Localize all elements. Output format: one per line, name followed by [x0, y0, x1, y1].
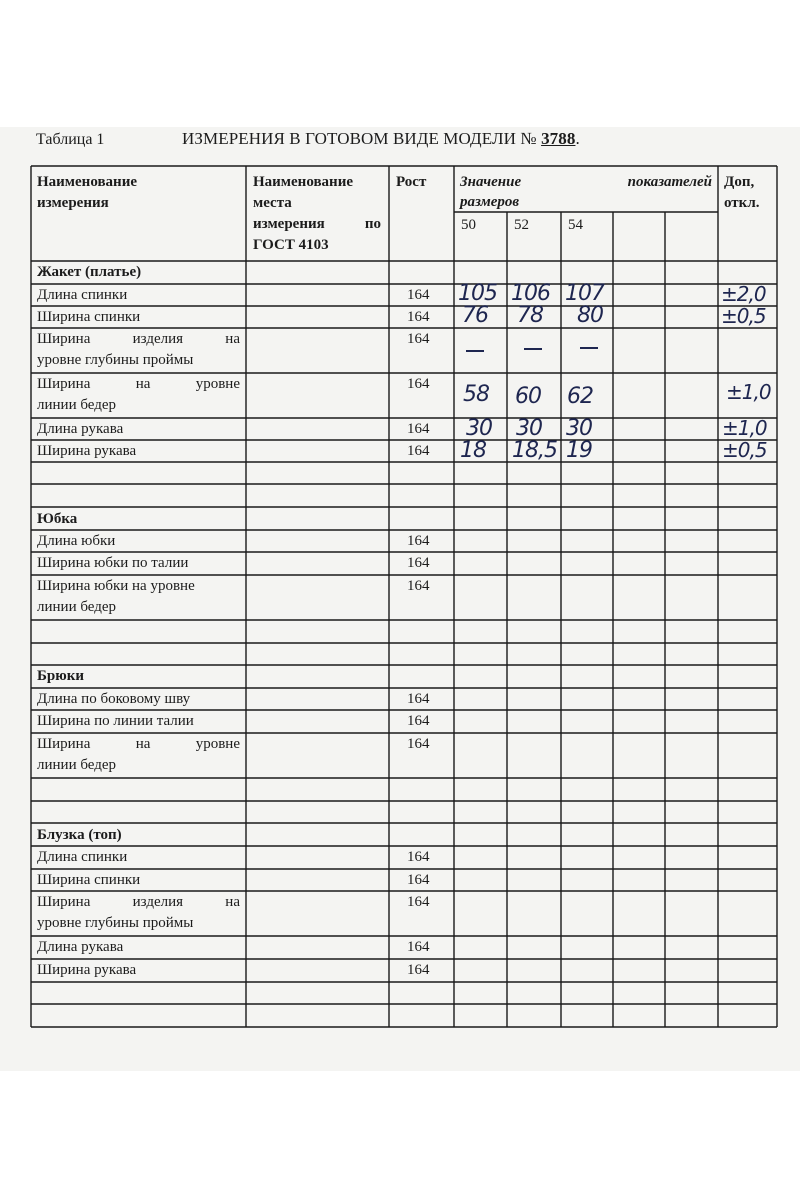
row-label: Ширина юбки по талии: [37, 555, 189, 571]
row-label-line2: линии бедер: [37, 397, 117, 413]
handwritten-value: 30: [516, 416, 542, 441]
document-title: [182, 129, 580, 149]
row-label-line1: Ширина на уровне: [37, 376, 240, 392]
row-height: 164: [407, 443, 430, 459]
handwritten-value: 60: [515, 384, 541, 409]
handwritten-value: 105: [458, 281, 497, 306]
header-measure-name-line2: измерения: [37, 195, 109, 211]
handwritten-value: 58: [463, 382, 489, 407]
row-label: Ширина рукава: [37, 962, 137, 978]
row-label: Длина по боковому шву: [37, 691, 191, 707]
row-label: [37, 734, 240, 776]
header-place-name: [253, 172, 381, 256]
handwritten-tolerance: ±2,0: [721, 282, 766, 306]
row-label: Длина спинки: [37, 849, 128, 865]
row-label-line1: Ширина изделия на: [37, 894, 240, 910]
row-height: 164: [407, 872, 430, 888]
row-height: 164: [407, 533, 430, 549]
row-height: 164: [407, 691, 430, 707]
row-label: Длина рукава: [37, 939, 124, 955]
row-height: 164: [407, 287, 430, 303]
header-tolerance-line1: Доп,: [724, 174, 755, 190]
header-place-line4: ГОСТ 4103: [253, 237, 329, 253]
section-title-trousers: Брюки: [37, 668, 85, 684]
row-label-line2: уровне глубины проймы: [37, 915, 194, 931]
row-label: Длина спинки: [37, 287, 128, 303]
handwritten-value: 106: [511, 281, 550, 306]
header-measure-name-line1: Наименование: [37, 174, 137, 190]
handwritten-value: 78: [517, 303, 543, 328]
handwritten-value: 18: [460, 438, 486, 463]
size-50: 50: [461, 217, 476, 233]
row-height: 164: [407, 376, 430, 392]
row-height: 164: [407, 894, 430, 910]
handwritten-value: 76: [462, 303, 488, 328]
handwritten-dash: [466, 350, 484, 352]
handwritten-dash: [580, 347, 598, 349]
header-values-b: показателей: [627, 174, 712, 190]
row-label: [37, 374, 240, 416]
row-label: [37, 576, 240, 618]
row-height: 164: [407, 849, 430, 865]
row-label: Длина рукава: [37, 421, 124, 437]
header-measure-name: [37, 172, 242, 214]
handwritten-value: 107: [565, 281, 604, 306]
title-period: .: [575, 129, 580, 148]
row-label-line1: Ширина юбки на уровне: [37, 578, 195, 594]
title-text: ИЗМЕРЕНИЯ В ГОТОВОМ ВИДЕ МОДЕЛИ №: [182, 129, 537, 148]
row-height: 164: [407, 962, 430, 978]
handwritten-value: 30: [566, 416, 592, 441]
handwritten-value: 18,5: [512, 438, 557, 463]
header-values-a: Значение: [460, 174, 522, 190]
row-label-line1: Ширина на уровне: [37, 736, 240, 752]
row-label-line1: Ширина изделия на: [37, 331, 240, 347]
handwritten-value: 19: [566, 438, 592, 463]
header-values: [460, 172, 712, 193]
row-label: Ширина по линии талии: [37, 713, 194, 729]
handwritten-tolerance: ±0,5: [721, 304, 766, 328]
section-title-jacket: Жакет (платье): [37, 264, 142, 280]
row-label: Ширина спинки: [37, 309, 141, 325]
handwritten-dash: [524, 348, 542, 350]
row-height: 164: [407, 421, 430, 437]
handwritten-value: 80: [577, 303, 603, 328]
section-title-blouse: Блузка (топ): [37, 827, 122, 843]
row-label: Длина юбки: [37, 533, 116, 549]
row-label-line2: линии бедер: [37, 757, 117, 773]
section-title-skirt: Юбка: [37, 511, 78, 527]
row-height: 164: [407, 939, 430, 955]
row-label-line2: уровне глубины проймы: [37, 352, 194, 368]
size-52: 52: [514, 217, 529, 233]
header-place-line3: измерения по: [253, 216, 381, 232]
row-height: 164: [407, 331, 430, 347]
row-height: 164: [407, 555, 430, 571]
handwritten-tolerance: ±1,0: [726, 380, 771, 404]
row-height: 164: [407, 578, 430, 594]
handwritten-value: 30: [466, 416, 492, 441]
row-height: 164: [407, 713, 430, 729]
handwritten-tolerance: ±1,0: [722, 416, 767, 440]
handwritten-tolerance: ±0,5: [722, 438, 767, 462]
row-label: Ширина спинки: [37, 872, 141, 888]
handwritten-value: 62: [567, 384, 593, 409]
header-place-line1: Наименование: [253, 174, 353, 190]
model-number: 3788: [541, 129, 576, 148]
table-label: Таблица 1: [36, 131, 105, 148]
header-height: Рост: [396, 174, 427, 190]
header-values-c: размеров: [460, 194, 520, 210]
row-label: Ширина рукава: [37, 443, 137, 459]
size-54: 54: [568, 217, 583, 233]
header-tolerance: [724, 172, 774, 214]
row-label: [37, 892, 240, 934]
row-label-line2: линии бедер: [37, 599, 117, 615]
header-tolerance-line2: откл.: [724, 195, 760, 211]
header-place-line2: места: [253, 195, 292, 211]
row-label: [37, 329, 240, 371]
row-height: 164: [407, 736, 430, 752]
row-height: 164: [407, 309, 430, 325]
